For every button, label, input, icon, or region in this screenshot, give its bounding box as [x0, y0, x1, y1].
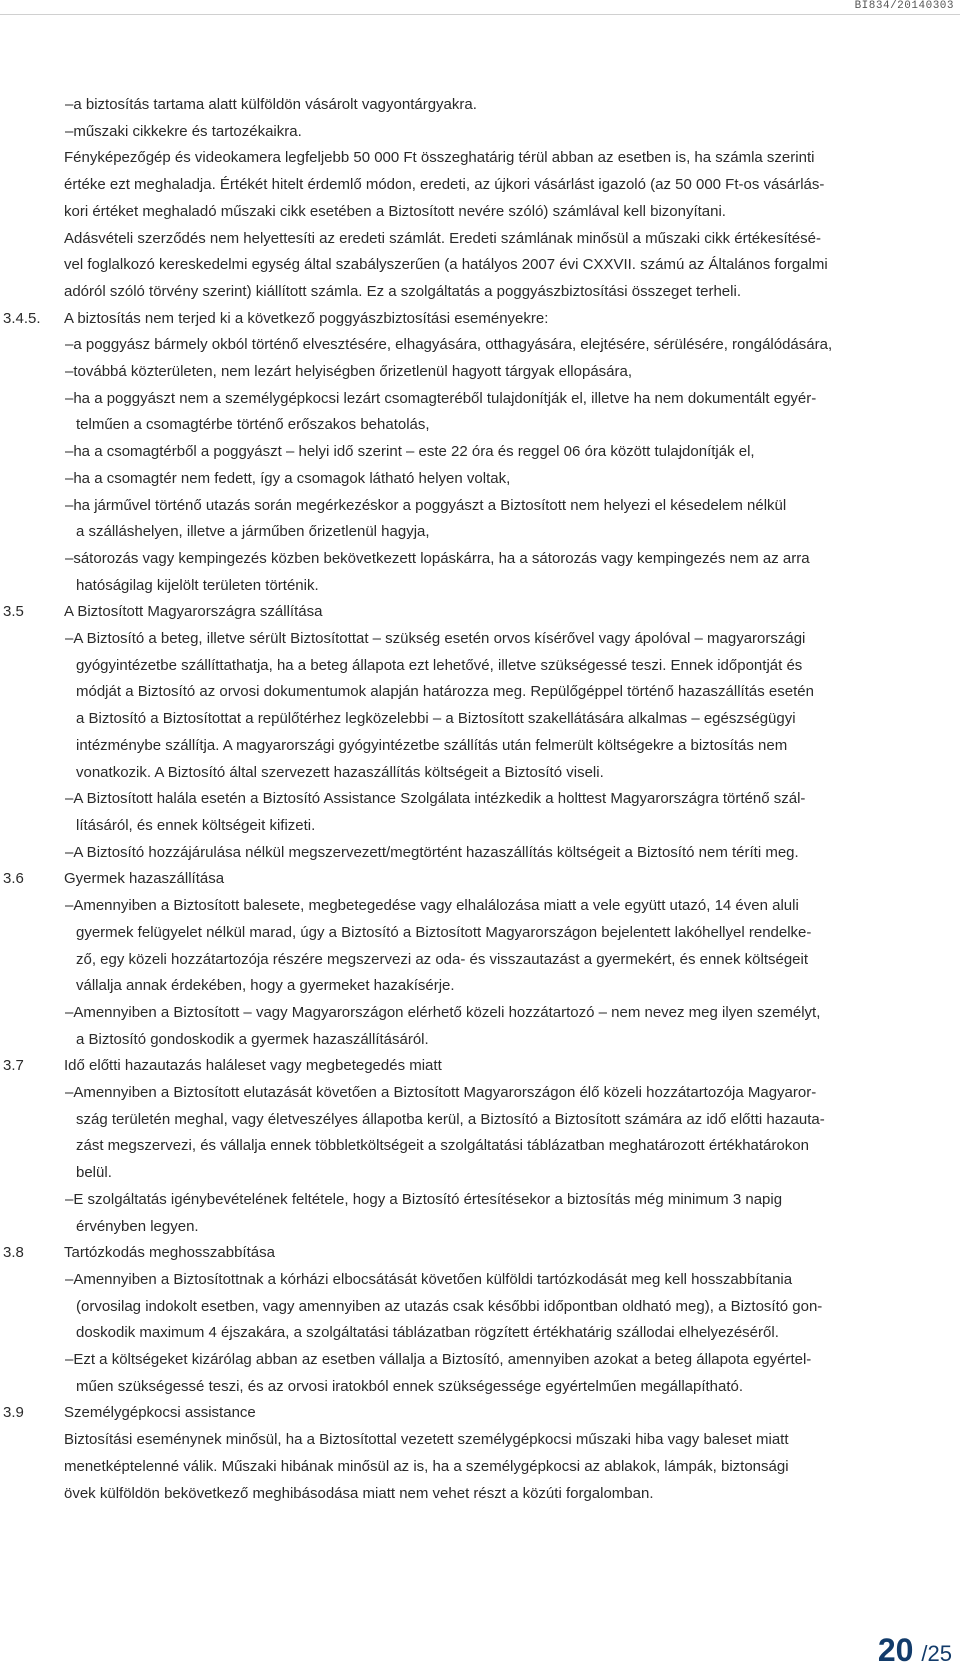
- text-line: hatóságilag kijelölt területen történik.: [76, 576, 319, 594]
- document-body: [0, 92, 958, 1507]
- section-number: 3.7: [3, 1057, 24, 1075]
- text-line: vonatkozik. A Biztosító által szervezett hazaszállítás költségeit a Biztosító viseli.: [76, 763, 604, 781]
- section-heading: [0, 306, 958, 333]
- text-line: műen szükségessé teszi, és az orvosi iratokból ennek szükségessége egyértelműen megállapítható.: [76, 1377, 744, 1395]
- text-line: a szálláshelyen, illetve a járműben őrizetlenül hagyja,: [76, 523, 430, 541]
- current-page: 20: [877, 1632, 914, 1668]
- text-line: szág területén meghal, vagy életveszélyes állapotba kerül, a Biztosító a Biztosított számára az idő előtti hazauta-: [76, 1110, 825, 1128]
- text-line: belül.: [76, 1164, 112, 1182]
- text-line: módját a Biztosító az orvosi dokumentumok alapján határozza meg. Repülőgéppel történő hazaszállítás esetén: [76, 683, 814, 701]
- section-heading: [0, 1400, 958, 1427]
- text-line: –ha a csomagtérből a poggyászt – helyi idő szerint – este 22 óra és reggel 06 óra között tulajdonítják el,: [65, 443, 755, 461]
- section-title: Tartózkodás meghosszabbítása: [64, 1244, 275, 1262]
- text-line: –a biztosítás tartama alatt külföldön vásárolt vagyontárgyakra.: [65, 96, 477, 113]
- text-line: gyermek felügyelet nélkül marad, úgy a Biztosító a Biztosított Magyarországon bejelentett lakóhellyel rendelke-: [76, 923, 812, 941]
- text-line: gyógyintézetbe szállíttathatja, ha a beteg állapota ezt lehetővé, illetve szükségessé teszi. Ennek időpontját és: [76, 656, 803, 674]
- text-line: –Amennyiben a Biztosított balesete, megbetegedése vagy elhalálozása miatt a vele együtt utazó, 14 éven aluli: [65, 897, 799, 915]
- text-line: intézménybe szállítja. A magyarországi gyógyintézetbe szállítás után felmerült költségekre a biztosítás nem: [76, 736, 788, 754]
- header-divider: [0, 14, 960, 15]
- text-line: vel foglalkozó kereskedelmi egység által szabályszerűen (a hatályos 2007 évi CXXVII. számú az Általános forgalmi: [64, 256, 828, 274]
- text-line: lításáról, és ennek költségeit kifizeti.: [76, 816, 316, 834]
- text-line: –ha a poggyászt nem a személygépkocsi lezárt csomagteréből tulajdonítják el, illetve ha nem dokumentált egyér-: [65, 389, 817, 407]
- text-line: –a poggyász bármely okból történő elvesztésére, elhagyására, otthagyására, elejtésére, sérülésére, rongálódására,: [65, 336, 833, 354]
- text-line: telműen a csomagtérbe történő erőszakos behatolás,: [76, 416, 430, 434]
- section-number: 3.4.5.: [3, 309, 41, 327]
- text-line: a Biztosító a Biztosítottat a repülőtérhez legközelebbi – a Biztosított szakellátására alkalmas – egészségügyi: [76, 710, 796, 728]
- text-line: doskodik maximum 4 éjszakára, a szolgáltatási táblázatban rögzített értékhatárig szállodai elhelyezéséről.: [76, 1324, 779, 1342]
- section-heading: [0, 1240, 958, 1267]
- text-line: övek külföldön bekövetkező meghibásodása miatt nem vehet részt a közúti forgalomban.: [64, 1484, 654, 1502]
- section-title: A biztosítás nem terjed ki a következő poggyászbiztosítási eseményekre:: [64, 309, 549, 327]
- text-line: –A Biztosított halála esetén a Biztosító Assistance Szolgálata intézkedik a holttest Magyarországra történő szál-: [65, 790, 806, 808]
- text-line: –Ezt a költségeket kizárólag abban az esetben vállalja a Biztosító, amennyiben azokat a beteg állapota egyértel-: [65, 1351, 812, 1369]
- section-number: 3.9: [3, 1404, 24, 1422]
- text-line: –sátorozás vagy kempingezés közben bekövetkezett lopáskárra, ha a sátorozás vagy kempingezés nem az arra: [65, 549, 810, 567]
- text-line: –E szolgáltatás igénybevételének feltétele, hogy a Biztosító értesítésekor a biztosítás még minimum 3 napig: [65, 1190, 783, 1208]
- text-line: érvényben legyen.: [76, 1217, 199, 1235]
- text-line: adóról szóló törvény szerint) kiállított számla. Ez a szolgáltatás a poggyászbiztosítási összeget terheli.: [64, 282, 741, 300]
- text-line: –Amennyiben a Biztosítottnak a kórházi elbocsátását követően külföldi tartózkodását meg kell hosszabbítania: [65, 1270, 793, 1288]
- page-number: [878, 1632, 952, 1669]
- section-heading: [0, 1053, 958, 1080]
- text-line: –A Biztosító hozzájárulása nélkül megszervezett/megtörtént hazaszállítás költségeit a Biztosító nem téríti meg.: [65, 843, 799, 861]
- section-heading: [0, 866, 958, 893]
- section-title: Idő előtti hazautazás haláleset vagy megbetegedés miatt: [64, 1057, 442, 1075]
- section-number: 3.8: [3, 1244, 24, 1262]
- section-title: Személygépkocsi assistance: [64, 1404, 256, 1422]
- text-line: –ha a csomagtér nem fedett, így a csomagok látható helyen voltak,: [65, 469, 511, 487]
- section-heading: [0, 599, 958, 626]
- total-pages: /25: [921, 1641, 952, 1666]
- document-code: BI834/20140303: [854, 0, 954, 12]
- text-line: –továbbá közterületen, nem lezárt helyiségben őrizetlenül hagyott tárgyak ellopására,: [65, 363, 633, 381]
- text-line: a Biztosító gondoskodik a gyermek hazaszállításáról.: [76, 1030, 429, 1048]
- section-title: A Biztosított Magyarországra szállítása: [64, 603, 323, 621]
- text-line: Fényképezőgép és videokamera legfeljebb 50 000 Ft összeghatárig térül abban az esetben is, ha számla szerinti: [64, 149, 815, 167]
- text-line: vállalja annak érdekében, hogy a gyermeket hazakísérje.: [76, 977, 455, 995]
- text-line: (orvosilag indokolt esetben, vagy amennyiben az utazás csak későbbi időpontban oldható meg), a Biztosító gon-: [76, 1297, 823, 1315]
- text-line: –Amennyiben a Biztosított elutazását követően a Biztosított Magyarországon élő közeli hozzátartozója Magyaror-: [65, 1084, 817, 1102]
- section-number: 3.5: [3, 603, 24, 621]
- text-line: kori értéket meghaladó műszaki cikk esetében a Biztosított nevére szóló) számlával kell bizonyítani.: [64, 202, 726, 220]
- text-line: –ha járművel történő utazás során megérkezéskor a poggyászt a Biztosított nem helyezi el késedelem nélkül: [65, 496, 787, 514]
- section-title: Gyermek hazaszállítása: [64, 870, 225, 888]
- text-line: értéke ezt meghaladja. Értékét hitelt érdemlő módon, eredeti, az újkori vásárlást igazoló (az 50 000 Ft-os vásárlás-: [64, 176, 825, 194]
- text-line: –Amennyiben a Biztosított – vagy Magyarországon elérhető közeli hozzátartozó – nem nevez meg ilyen személyt,: [65, 1003, 821, 1021]
- text-line: –A Biztosító a beteg, illetve sérült Biztosítottat – szükség esetén orvos kísérővel vagy ápolóval – magyarországi: [65, 630, 806, 648]
- text-line: –műszaki cikkekre és tartozékaikra.: [65, 122, 302, 140]
- text-line: ző, egy közeli hozzátartozója részére megszervezi az oda- és visszautazást a gyermekért, és ennek költségeit: [76, 950, 809, 968]
- text-line: menetképtelenné válik. Műszaki hibának minősül az is, ha a személygépkocsi az ablakok, lámpák, biztonsági: [64, 1457, 789, 1475]
- text-line: Adásvételi szerződés nem helyettesíti az eredeti számlát. Eredeti számlának minősül a műszaki cikk értékesítésé-: [64, 229, 821, 247]
- section-number: 3.6: [3, 870, 24, 888]
- text-line: Biztosítási eseménynek minősül, ha a Biztosítottal vezetett személygépkocsi műszaki hiba vagy baleset miatt: [64, 1431, 789, 1449]
- text-line: zást megszervezi, és vállalja ennek többletköltségeit a szolgáltatási táblázatban meghatározott értékhatárokon: [76, 1137, 809, 1155]
